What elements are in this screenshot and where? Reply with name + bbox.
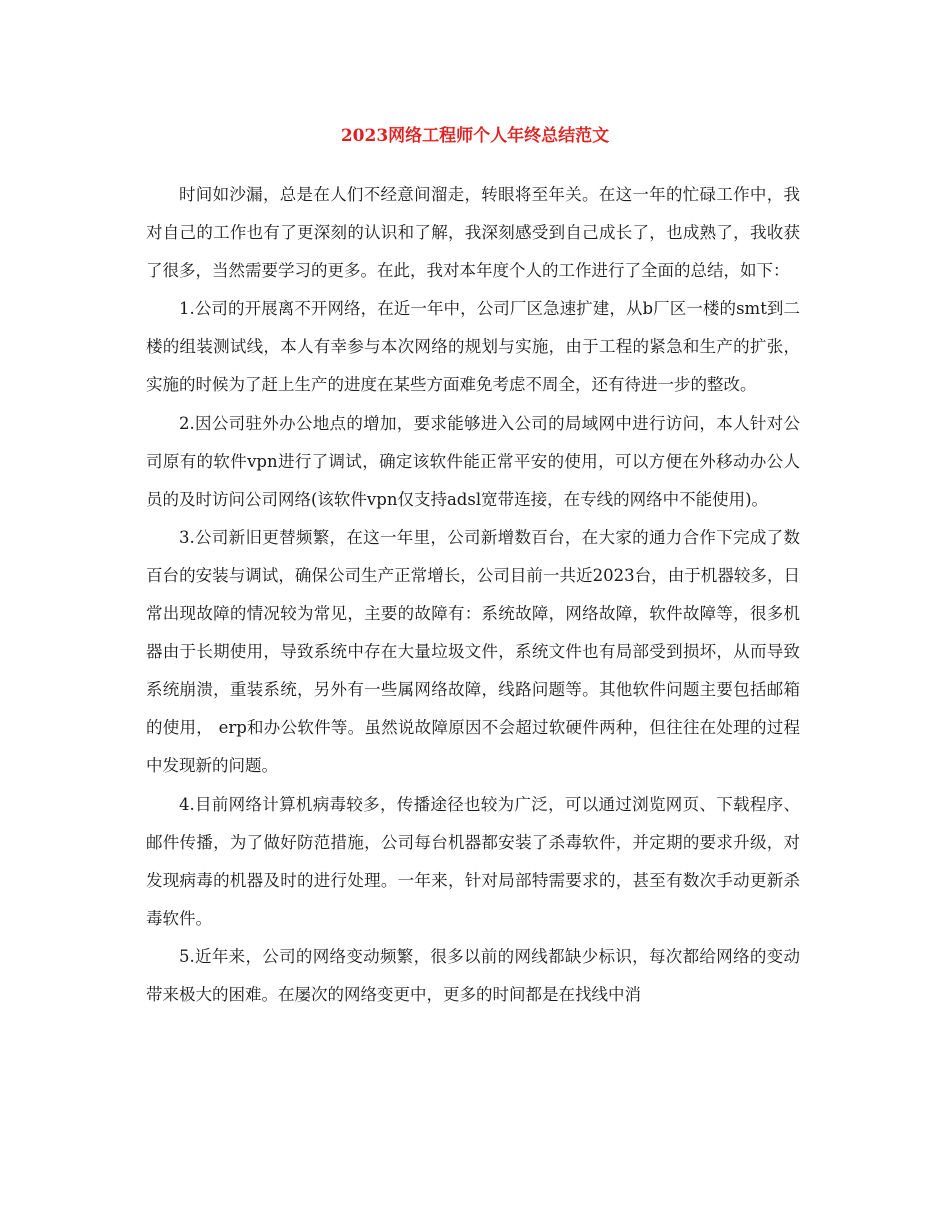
paragraph-item-2: 2.因公司驻外办公地点的增加，要求能够进入公司的局域网中进行访问，本人针对公司原有的软件vpn进行了调试，确定该软件能正常平安的使用，可以方便在外移动办公人员的及时访问公司网络(该软件vpn仅支持adsl宽带连接，在专线的网络中不能使用)。 bbox=[146, 413, 800, 509]
document-title: 2023网络工程师个人年终总结范文 bbox=[340, 126, 610, 146]
paragraph-item-3: 3.公司新旧更替频繁，在这一年里，公司新增数百台，在大家的通力合作下完成了数百台的安装与调试，确保公司生产正常增长，公司目前一共近2023台，由于机器较多，日常出现故障的情况较为常见，主要的故障有：系统故障，网络故障，软件故障等，很多机器由于长期使用，导致系统中存在大量垃圾文件，系统文件也有局部受到损坏，从而导致系统崩溃，重装系统，另外有一些属网络故障，线路问题等。其他软件问题主要包括邮箱的使用， erp和办公软件等。虽然说故障原因不会超过软硬件两种，但往往在处理的过程中发现新的问题。 bbox=[146, 527, 800, 776]
document-body bbox=[146, 176, 800, 1014]
paragraph-item-1: 1.公司的开展离不开网络，在近一年中，公司厂区急速扩建，从b厂区一楼的smt到二楼的组装测试线，本人有幸参与本次网络的规划与实施，由于工程的紧急和生产的扩张，实施的时候为了赶上生产的进度在某些方面难免考虑不周全，还有待进一步的整改。 bbox=[146, 299, 800, 395]
paragraph-intro: 时间如沙漏，总是在人们不经意间溜走，转眼将至年关。在这一年的忙碌工作中，我对自己的工作也有了更深刻的认识和了解，我深刻感受到自己成长了，也成熟了，我收获了很多，当然需要学习的更多。在此，我对本年度个人的工作进行了全面的总结，如下： bbox=[146, 185, 800, 281]
paragraph-item-5: 5.近年来，公司的网络变动频繁，很多以前的网线都缺少标识，每次都给网络的变动带来极大的困难。在屡次的网络变更中，更多的时间都是在找线中消 bbox=[146, 946, 800, 1004]
paragraph-item-4: 4.目前网络计算机病毒较多，传播途径也较为广泛，可以通过浏览网页、下载程序、邮件传播，为了做好防范措施，公司每台机器都安装了杀毒软件，并定期的要求升级，对发现病毒的机器及时的进行处理。一年来，针对局部特需要求的，甚至有数次手动更新杀毒软件。 bbox=[146, 794, 800, 928]
